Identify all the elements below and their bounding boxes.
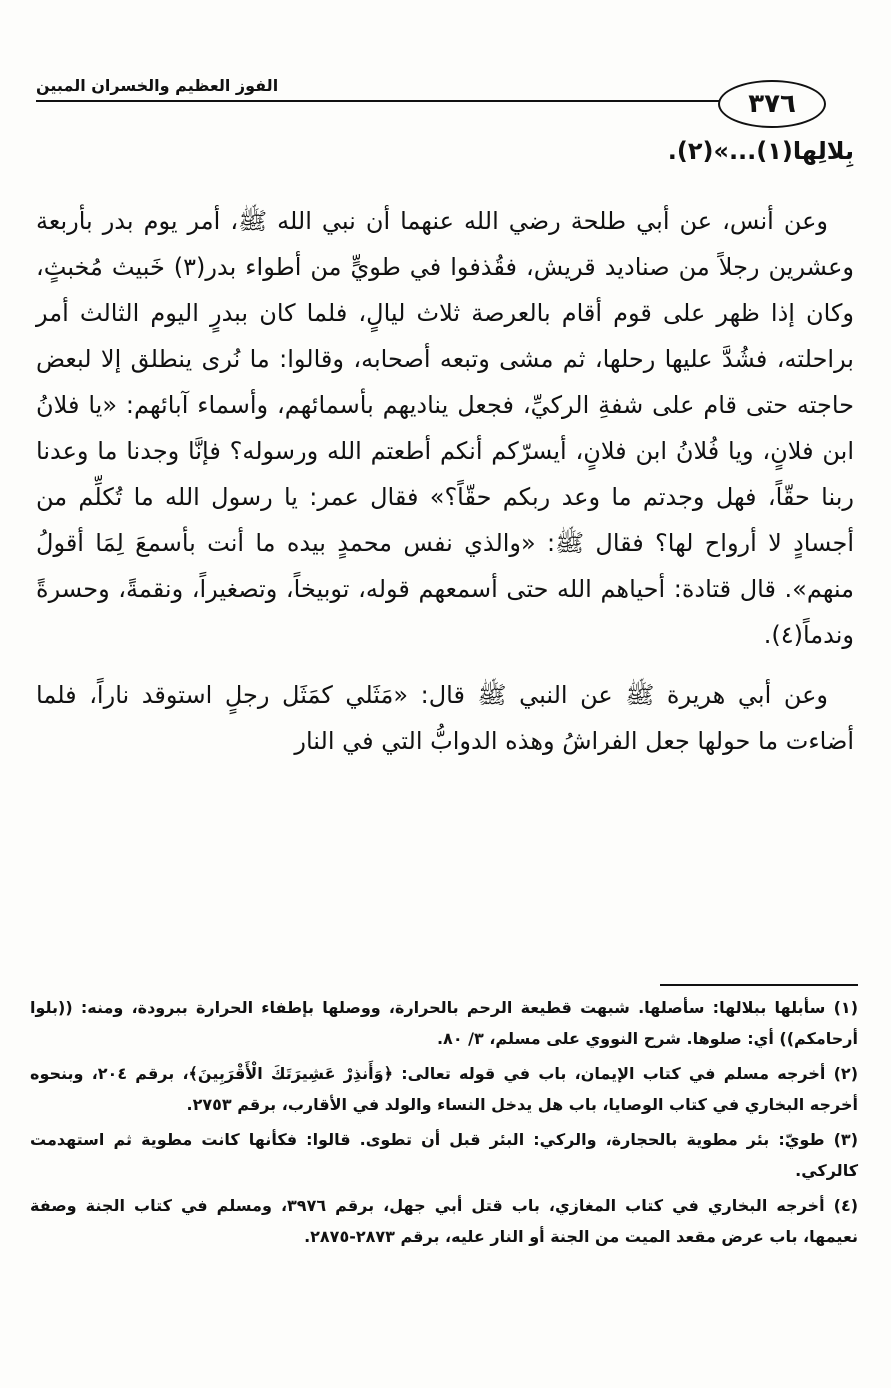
paragraph-anas-hadith: وعن أنس، عن أبي طلحة رضي الله عنهما أن نبي الله ﷺ، أمر يوم بدر بأربعة وعشرين رجلاً من صناديد قريش، فقُذفوا في طويٍّ من أطواء بدر(٣) خَبيث مُخبثٍ، وكان إذا ظهر على قوم أقام بالعرصة ثلاث ليالٍ، فلما كان ببدرٍ اليوم الثالث أمر براحلته، فشُدَّ عليها رحلها، ثم مشى وتبعه أصحابه، وقالوا: ما نُرى ينطلق إلا لبعض حاجته حتى قام على شفةِ الركيِّ، فجعل يناديهم بأسمائهم، وأسماء آبائهم: «يا فلانُ ابن فلانٍ، ويا فُلانُ ابن فلانٍ، أيسرّكم أنكم أطعتم الله ورسوله؟ فإنَّا وجدنا ما وعدنا ربنا حقّاً، فهل وجدتم ما وعد ربكم حقّاً؟» فقال عمر: يا رسول الله ما تُكلِّم من أجسادٍ لا أرواح لها؟ فقال ﷺ: «والذي نفس محمدٍ بيده ما أنت بأسمعَ لِمَا أقولُ منهم». قال قتادة: أحياهم الله حتى أسمعهم قوله، توبيخاً، وتصغيراً، ونقمةً، وحسرةً وندماً(٤). [36, 207, 855, 649]
footnotes [30, 992, 858, 1256]
page-header [36, 76, 816, 102]
paragraph-abu-hurayra-hadith: وعن أبي هريرة ﷺ عن النبي ﷺ قال: «مَثَلي كمَثَل رجلٍ استوقد ناراً، فلما أضاءت ما حولها جعل الفراشُ وهذه الدوابُّ التي في النار [36, 681, 854, 755]
footnote-4: (٤) أخرجه البخاري في كتاب المغازي، باب قتل أبي جهل، برقم ٣٩٧٦، ومسلم في كتاب الجنة وصفة نعيمها، باب عرض مقعد الميت من الجنة أو النار عليه، برقم ٢٨٧٣-٢٨٧٥. [30, 1196, 859, 1246]
main-text [36, 128, 854, 764]
page-number-badge: ٣٧٦ [718, 80, 826, 128]
header-rule [36, 100, 776, 102]
footnote-3: (٣) طويّ: بئر مطوية بالحجارة، والركي: البئر قبل أن تطوى. قالوا: فكأنها كانت مطوية ثم استهدمت كالركي. [30, 1130, 858, 1180]
continued-line: بِلالِها(١)...»(٢). [667, 137, 854, 165]
footnote-divider [660, 984, 858, 986]
footnote-2: (٢) أخرجه مسلم في كتاب الإيمان، باب في قوله تعالى: ﴿وَأَنذِرْ عَشِيرَتَكَ الْأَقْرَبِينَ﴾، برقم ٢٠٤، وبنحوه أخرجه البخاري في كتاب الوصايا، باب هل يدخل النساء والولد في الأقارب، برقم ٢٧٥٣. [30, 1064, 858, 1114]
footnote-1: (١) سأبلها ببلالها: سأصلها. شبهت قطيعة الرحم بالحرارة، ووصلها بإطفاء الحرارة ببرودة، ومنه: ((بلوا أرحامكم)) أي: صلوها. شرح النووي على مسلم، ٣/ ٨٠. [30, 998, 858, 1048]
running-title: الفوز العظيم والخسران المبين [36, 76, 279, 95]
